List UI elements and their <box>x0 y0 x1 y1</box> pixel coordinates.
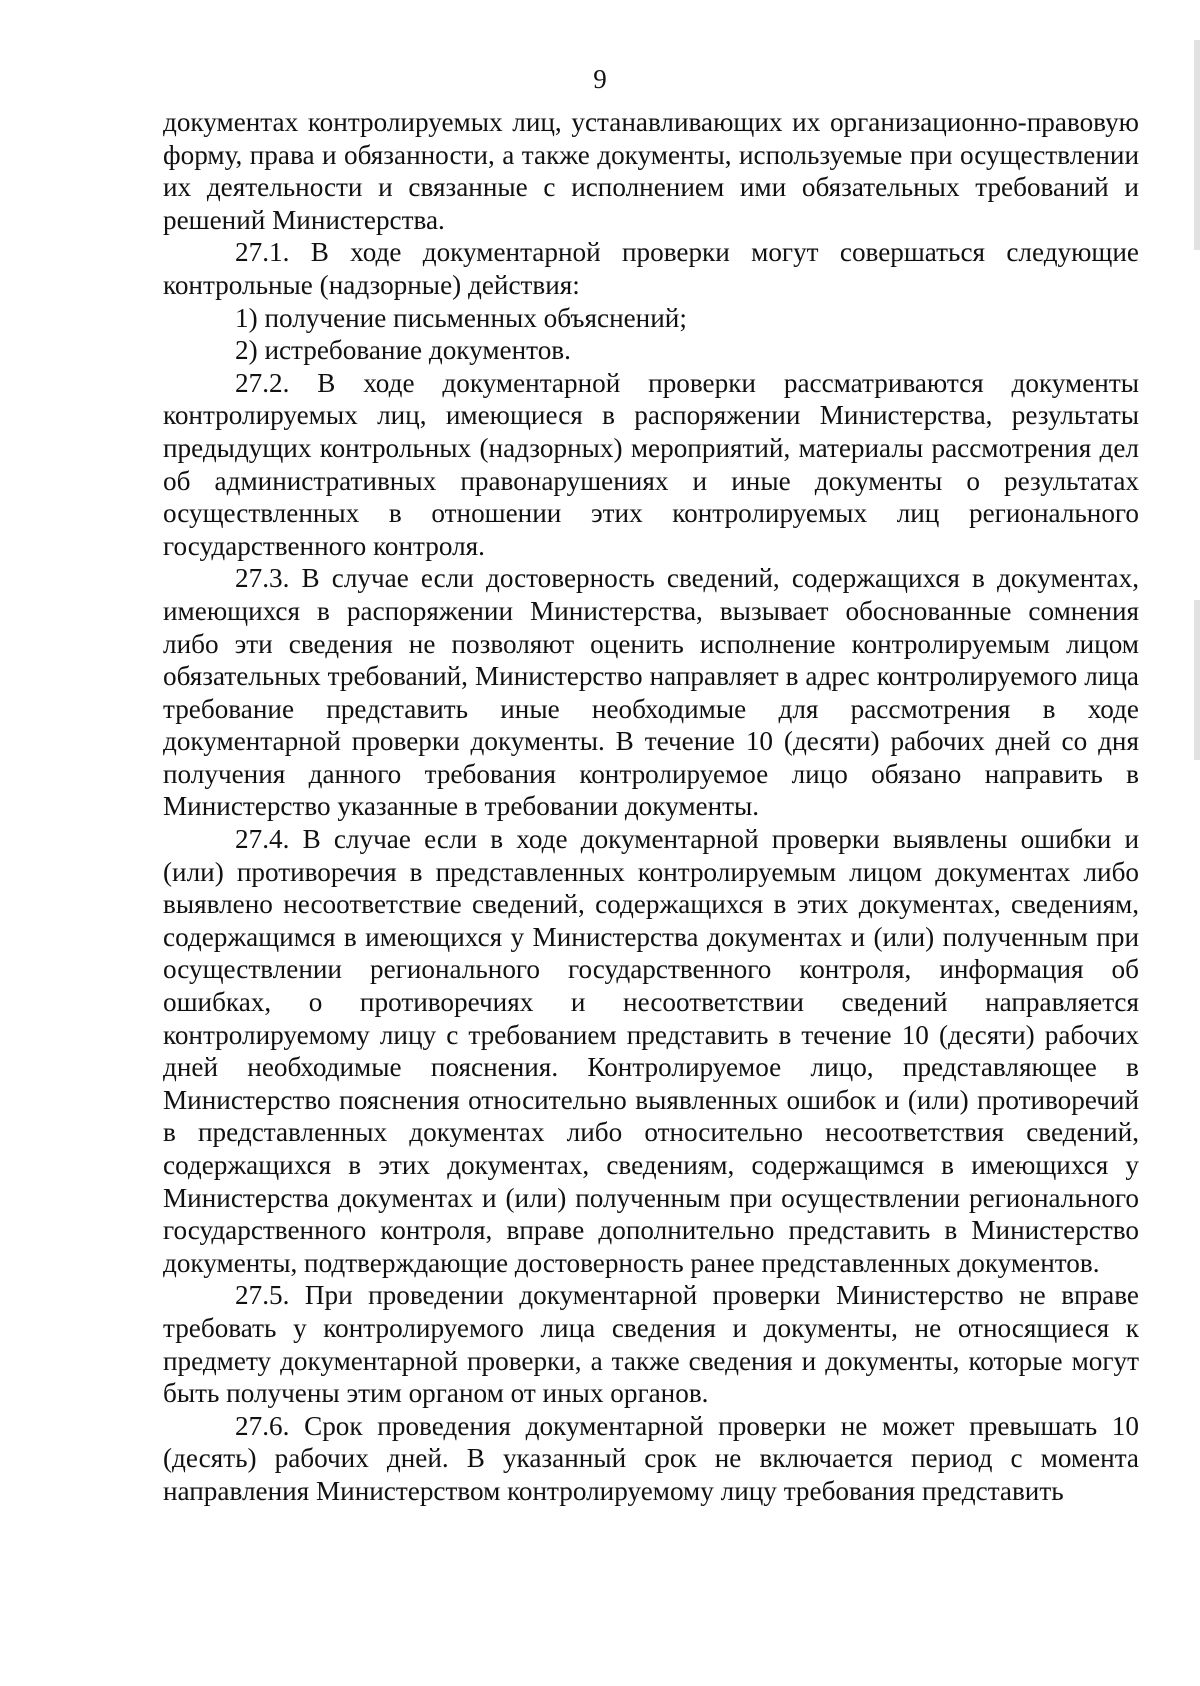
paragraph-27-4: 27.4. В случае если в ходе документарной проверки выявлены ошибки и (или) противоречия в представленных контролируемым лицом документах либо выявлено несоответствие сведений, содержащихся в этих документах, сведениям, содержащимся в имеющихся у Министерства документах и (или) полученным при осуществлении регионального государственного контроля, информация об ошибках, о противоречиях и несоответствии сведений направляется контролируемому лицу с требованием представить в течение 10 (десяти) рабочих дней необходимые пояснения. Контролируемое лицо, представляющее в Министерство пояснения относительно выявленных ошибок и (или) противоречий в представленных документах либо относительно несоответствия сведений, содержащихся в этих документах, сведениям, содержащимся в имеющихся у Министерства документах и (или) полученным при осуществлении регионального государственного контроля, вправе дополнительно представить в Министерство документы, подтверждающие достоверность ранее представленных документов. <box>163 824 1139 1278</box>
list-item-1: 1) получение письменных объяснений; <box>235 302 687 333</box>
paragraph-27-3: 27.3. В случае если достоверность сведений, содержащихся в документах, имеющихся в распоряжении Министерства, вызывает обоснованные сомнения либо эти сведения не позволяют оценить исполнение контролируемым лицом обязательных требований, Министерство направляет в адрес контролируемого лица требование представить иные необходимые для рассмотрения в ходе документарной проверки документы. В течение 10 (десяти) рабочих дней со дня получения данного требования контролируемое лицо обязано направить в Министерство указанные в требовании документы. <box>163 563 1139 822</box>
page-number: 9 <box>593 64 607 94</box>
paragraph-27-2: 27.2. В ходе документарной проверки рассматриваются документы контролируемых лиц, имеющиеся в распоряжении Министерства, результаты предыдущих контрольных (надзорных) мероприятий, материалы рассмотрения дел об административных правонарушениях и иные документы о результатах осуществленных в отношении этих контролируемых лиц регионального государственного контроля. <box>163 367 1139 561</box>
paragraph-27-1: 27.1. В ходе документарной проверки могут совершаться следующие контрольные (надзорные) действия: <box>163 237 1139 300</box>
list-item-2: 2) истребование документов. <box>235 335 571 366</box>
paragraph-27-5: 27.5. При проведении документарной проверки Министерство не вправе требовать у контролируемого лица сведения и документы, не относящиеся к предмету документарной проверки, а также сведения и документы, которые могут быть получены этим органом от иных органов. <box>163 1280 1139 1409</box>
document-body <box>163 106 1139 1508</box>
paragraph-27-6: 27.6. Срок проведения документарной проверки не может превышать 10 (десять) рабочих дней. В указанный срок не включается период с момента направления Министерством контролируемому лицу требования представить <box>163 1410 1139 1506</box>
paragraph-continuation: документах контролируемых лиц, устанавливающих их организационно-правовую форму, права и обязанности, а также документы, используемые при осуществлении их деятельности и связанные с исполнением ими обязательных требований и решений Министерства. <box>163 107 1139 235</box>
scan-edge-mark <box>1194 600 1200 760</box>
